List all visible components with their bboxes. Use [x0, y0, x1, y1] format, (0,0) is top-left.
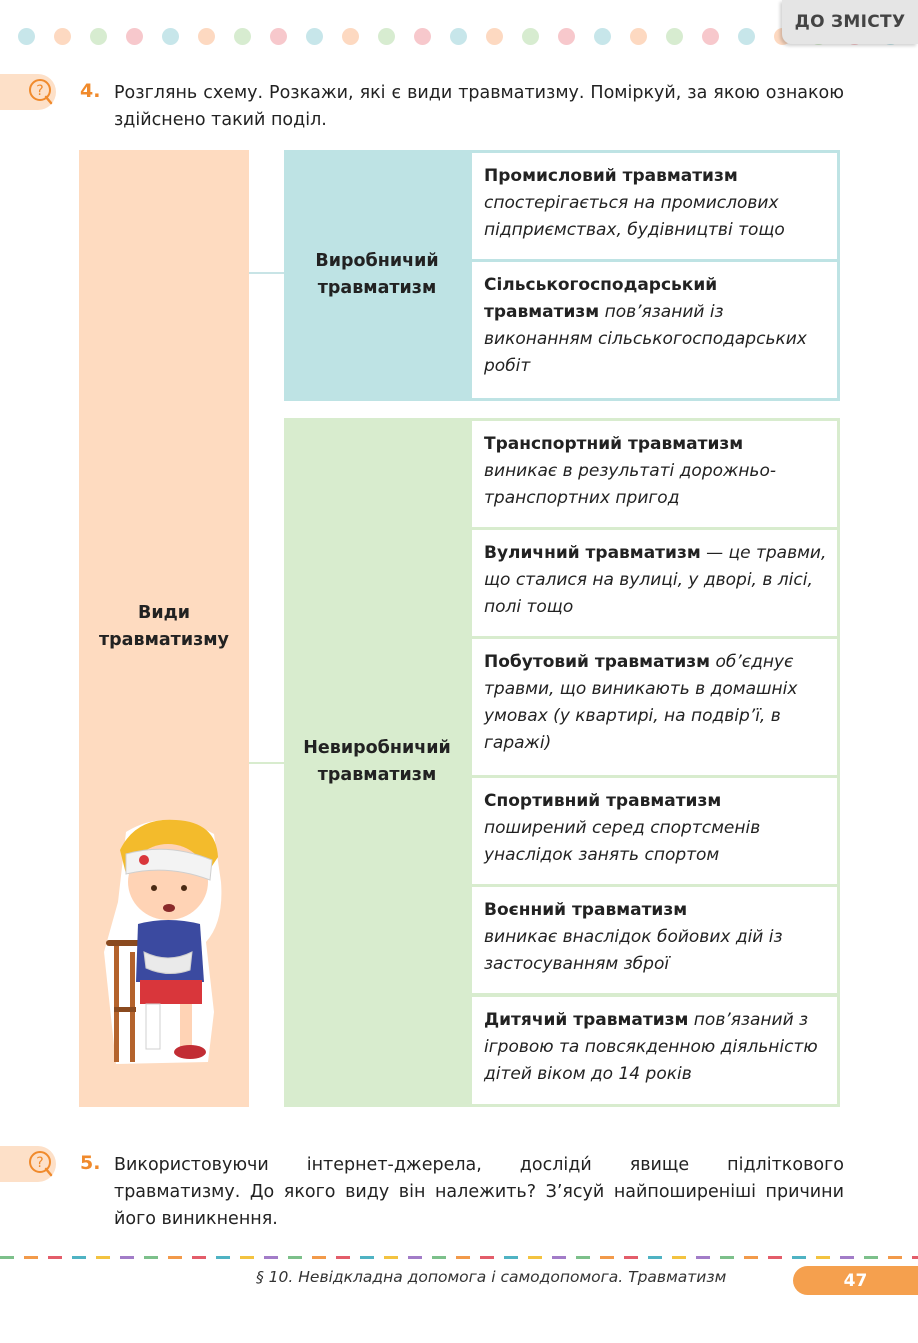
decorative-dot: [234, 28, 251, 45]
footer-dash: [912, 1256, 918, 1259]
decorative-dot: [558, 28, 575, 45]
card-description: виникає внаслідок бойових дій із застосуванням зброї: [484, 927, 783, 974]
task-4-text: Розглянь схему. Розкажи, які є види травматизму. Поміркуй, за якою ознакою здійснено такий поділ.: [114, 83, 844, 130]
decorative-dot: [90, 28, 107, 45]
connector-line: [249, 272, 285, 274]
card-street: [472, 530, 837, 636]
decorative-dot: [198, 28, 215, 45]
svg-text:?: ?: [36, 83, 44, 99]
decorative-dot: [594, 28, 611, 45]
footer-dash: [600, 1256, 614, 1259]
footer-dash: [792, 1256, 806, 1259]
decorative-dot: [342, 28, 359, 45]
decorative-dot: [414, 28, 431, 45]
decorative-dot: [486, 28, 503, 45]
decorative-dot: [702, 28, 719, 45]
card-title: Сільськогосподарський травматизм: [484, 275, 718, 322]
footer-dash: [888, 1256, 902, 1259]
footer-dash: [504, 1256, 518, 1259]
task-4-number: 4.: [80, 80, 101, 102]
decorative-dot: [18, 28, 35, 45]
decorative-dot: [378, 28, 395, 45]
footer-dash: [648, 1256, 662, 1259]
footer-dash: [0, 1256, 14, 1259]
diagram-root-label: Види травматизму: [99, 603, 229, 650]
footer-dash: [720, 1256, 734, 1259]
footer-dash: [360, 1256, 374, 1259]
decorative-dot: [450, 28, 467, 45]
card-connector: —: [700, 543, 729, 563]
task-5-badge: [0, 1146, 56, 1182]
decorative-dot: [738, 28, 755, 45]
footer-dash: [864, 1256, 878, 1259]
card-military: [472, 887, 837, 993]
footer-dash: [744, 1256, 758, 1259]
footer-dash: [24, 1256, 38, 1259]
footer-dash: [168, 1256, 182, 1259]
card-title: Дитячий травматизм: [484, 1010, 689, 1030]
group-label-production: Виробничий травматизм: [315, 251, 439, 298]
card-description: пов’язаний з ігровою та повсякденною діяльністю дітей віком до 14 років: [484, 1010, 818, 1084]
card-description: об’єднує травми, що виникають в домашніх умовах (у квартирі, на подвір’ї, в гаражі): [484, 652, 798, 753]
footer-dash: [144, 1256, 158, 1259]
footer-dash: [312, 1256, 326, 1259]
footer-dash: [264, 1256, 278, 1259]
footer-dash: [216, 1256, 230, 1259]
decorative-dot: [666, 28, 683, 45]
footer-dash: [288, 1256, 302, 1259]
group-label-non-production: Невиробничий травматизм: [303, 738, 451, 785]
decorative-dot: [162, 28, 179, 45]
footer-dash: [576, 1256, 590, 1259]
card-title: Побутовий травматизм: [484, 652, 711, 672]
footer-dash: [768, 1256, 782, 1259]
card-industrial: [472, 153, 837, 259]
footer-dash: [696, 1256, 710, 1259]
card-title: Транспортний травматизм: [484, 434, 744, 454]
footer-dash: [552, 1256, 566, 1259]
card-title: Воєнний травматизм: [484, 900, 688, 920]
injured-boy-illustration: [96, 812, 236, 1072]
footer-dash: [408, 1256, 422, 1259]
connector-line: [249, 762, 285, 764]
footer-dash: [456, 1256, 470, 1259]
decorative-dot: [54, 28, 71, 45]
card-description: поширений серед спортсменів унаслідок занять спортом: [484, 818, 761, 865]
decorative-dot: [522, 28, 539, 45]
card-title: Вуличний травматизм: [484, 543, 701, 563]
page-number: 47: [793, 1266, 918, 1295]
card-sports: [472, 778, 837, 884]
footer-dash: [480, 1256, 494, 1259]
footer-dash: [96, 1256, 110, 1259]
footer-dash: [432, 1256, 446, 1259]
card-agricultural: [472, 262, 837, 398]
card-transport: [472, 421, 837, 527]
task-5-text: Використовуючи інтернет-джерела, досліди́ явище підліткового травматизму. До якого виду він належить? З’ясуй найпоширеніші причини його виникнення.: [114, 1155, 844, 1229]
footer-dash: [528, 1256, 542, 1259]
toc-button[interactable]: ДО ЗМІСТУ: [782, 0, 918, 44]
svg-text:?: ?: [36, 1155, 44, 1171]
footer-dash: [72, 1256, 86, 1259]
card-description: виникає в результаті дорожньо-транспортних пригод: [484, 461, 776, 508]
task-4-badge: [0, 74, 56, 110]
card-description: спостерігається на промислових підприємствах, будівництві тощо: [484, 193, 785, 240]
footer-dash: [240, 1256, 254, 1259]
footer-dash: [192, 1256, 206, 1259]
decorative-dot: [630, 28, 647, 45]
card-household: [472, 639, 837, 775]
card-description: це травми, що сталися на вулиці, у дворі, в лісі, полі тощо: [484, 543, 827, 617]
card-title: Промисловий травматизм: [484, 166, 738, 186]
footer-section-title: § 10. Невідкладна допомога і самодопомога. Травматизм: [256, 1268, 727, 1286]
question-icon: [28, 78, 54, 106]
footer-dash: [840, 1256, 854, 1259]
footer-dash: [120, 1256, 134, 1259]
decorative-dot: [306, 28, 323, 45]
question-icon: [28, 1150, 54, 1178]
decorative-dot: [270, 28, 287, 45]
card-title: Спортивний травматизм: [484, 791, 722, 811]
footer-dash: [384, 1256, 398, 1259]
task-5-number: 5.: [80, 1152, 101, 1174]
footer-dashed-line: [0, 1256, 918, 1260]
footer-dash: [336, 1256, 350, 1259]
footer-dash: [624, 1256, 638, 1259]
card-children: [472, 997, 837, 1104]
footer-dash: [48, 1256, 62, 1259]
card-description: пов’язаний із виконанням сільськогосподарських робіт: [484, 302, 807, 376]
decorative-dot: [126, 28, 143, 45]
footer-dash: [672, 1256, 686, 1259]
footer-dash: [816, 1256, 830, 1259]
